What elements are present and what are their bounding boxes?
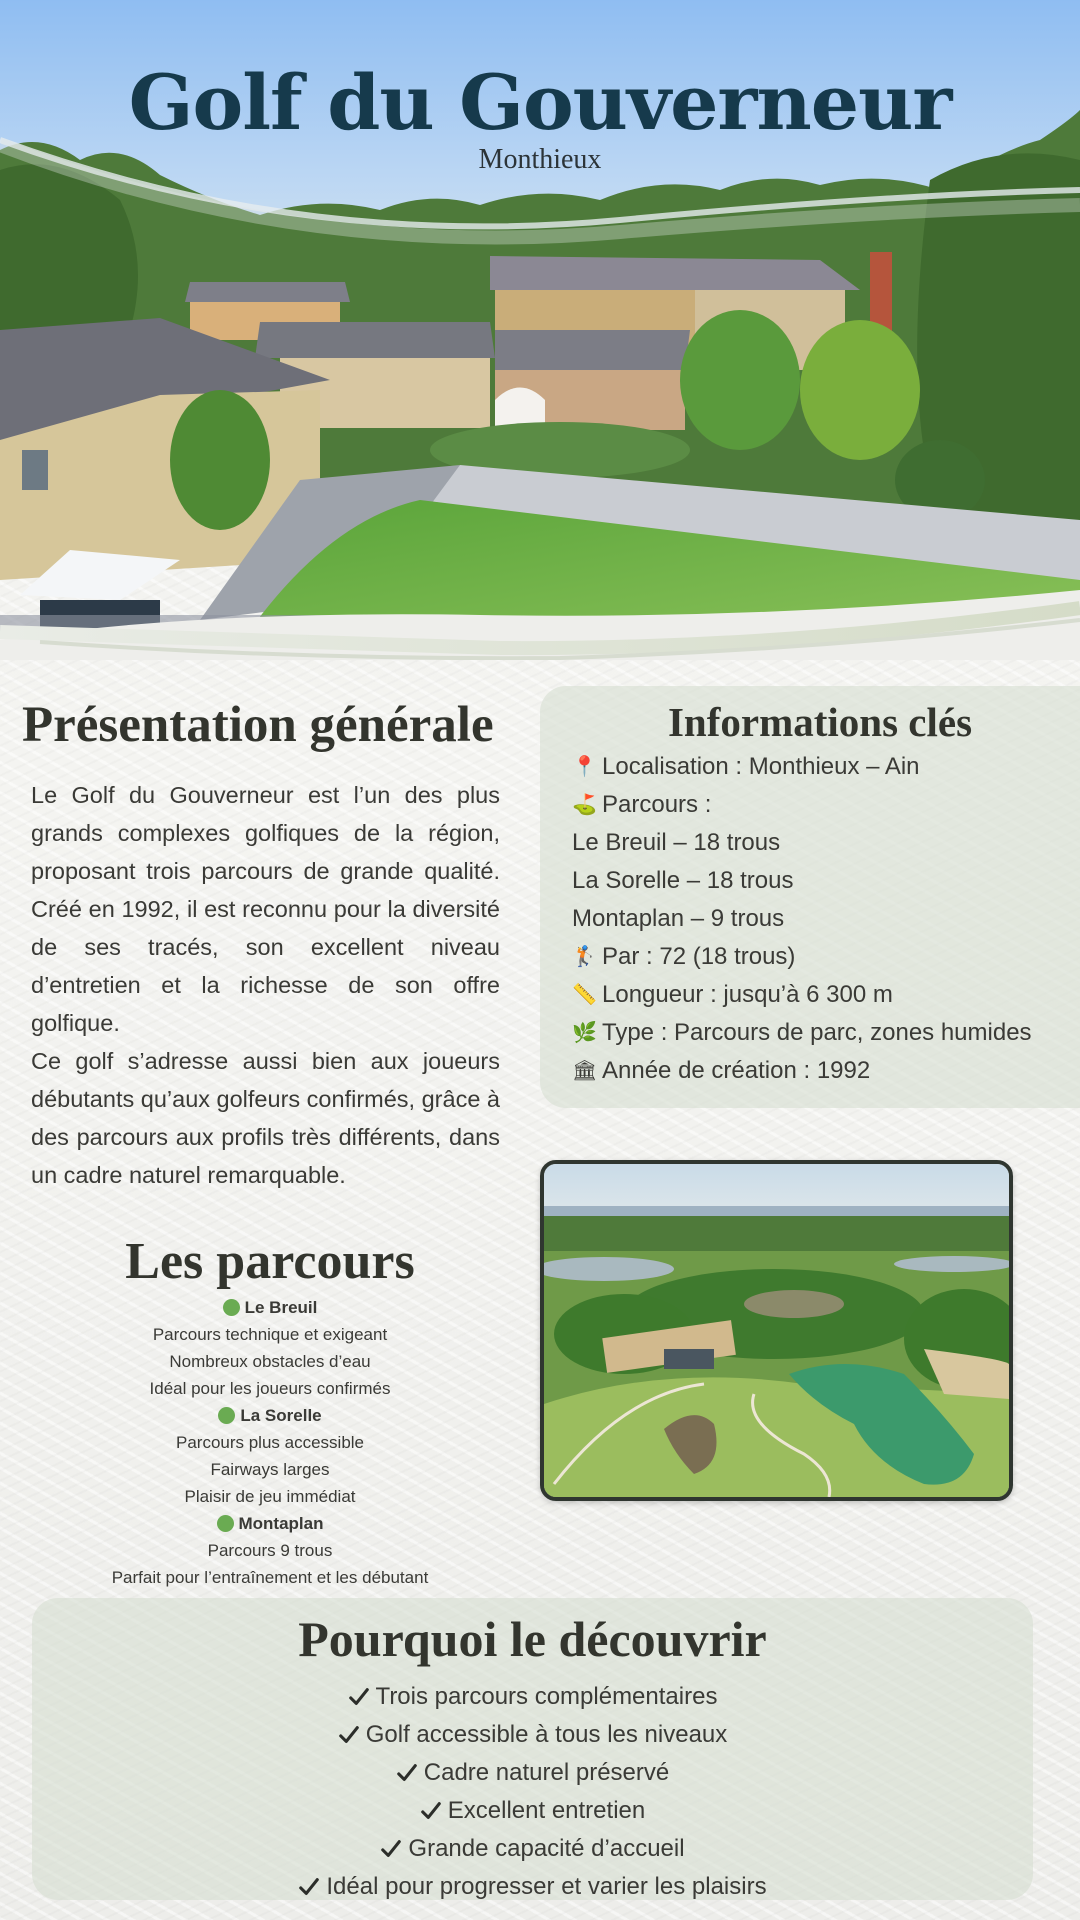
herb-icon: 🌿: [572, 1022, 597, 1044]
info-item-course-sorelle: La Sorelle – 18 trous: [572, 867, 794, 894]
info-item-location: 📍 Localisation : Monthieux – Ain: [572, 748, 1032, 786]
checkmark-icon: [338, 1724, 360, 1746]
ruler-icon: 📏: [572, 984, 597, 1006]
key-info-list: [572, 748, 1032, 1090]
why-discover-heading: Pourquoi le découvrir: [298, 1611, 767, 1667]
info-item-type: 🌿 Type : Parcours de parc, zones humides: [572, 1014, 1032, 1052]
info-item-course-montaplan: Montaplan – 9 trous: [572, 905, 785, 932]
hero-banner: [0, 0, 1080, 660]
info-item-courses: ⛳ Parcours :: [572, 786, 1032, 824]
course-name-le-breuil: Le Breuil: [0, 1294, 540, 1321]
golf-flag-icon: ⛳: [572, 794, 597, 816]
green-circle-icon: [218, 1407, 235, 1424]
why-discover-list: [32, 1678, 1033, 1906]
golfer-icon: 🏌: [572, 946, 597, 968]
course-detail: Plaisir de jeu immédiat: [184, 1487, 356, 1506]
why-item: Idéal pour progresser et varier les plaisirs: [32, 1868, 1033, 1906]
checkmark-icon: [420, 1800, 442, 1822]
courses-heading: Les parcours: [125, 1233, 415, 1290]
presentation-paragraph: Ce golf s’adresse aussi bien aux joueurs débutants qu’aux golfeurs confirmés, grâce à des parcours aux profils très différents, dans un cadre naturel remarquable.: [31, 1048, 500, 1188]
course-detail: Nombreux obstacles d’eau: [169, 1352, 371, 1371]
checkmark-icon: [396, 1762, 418, 1784]
why-discover-panel: [32, 1598, 1033, 1900]
course-name-montaplan: Montaplan: [0, 1510, 540, 1537]
checkmark-icon: [380, 1838, 402, 1860]
course-detail: Parfait pour l’entraînement et les débutant: [111, 1568, 429, 1587]
page-title: Golf du Gouverneur: [128, 58, 952, 147]
info-item-par: 🏌 Par : 72 (18 trous): [572, 938, 1032, 976]
aerial-course-photo: [540, 1160, 1013, 1501]
checkmark-icon: [298, 1876, 320, 1898]
info-item-length: 📏 Longueur : jusqu’à 6 300 m: [572, 976, 1032, 1014]
why-item: Cadre naturel préservé: [32, 1754, 1033, 1792]
checkmark-icon: [348, 1686, 370, 1708]
presentation-heading: Présentation générale: [22, 697, 494, 753]
classical-building-icon: 🏛: [572, 1060, 598, 1082]
green-circle-icon: [223, 1299, 240, 1316]
courses-list: [0, 1294, 540, 1591]
why-item: Golf accessible à tous les niveaux: [32, 1716, 1033, 1754]
key-info-heading: Informations clés: [667, 699, 973, 745]
course-detail: Parcours technique et exigeant: [152, 1325, 388, 1344]
course-name-la-sorelle: La Sorelle: [0, 1402, 540, 1429]
key-info-panel: [540, 686, 1080, 1108]
green-circle-icon: [217, 1515, 234, 1532]
location-subtitle: Monthieux: [478, 144, 602, 175]
course-detail: Fairways larges: [210, 1460, 330, 1479]
why-item: Grande capacité d’accueil: [32, 1830, 1033, 1868]
course-detail: Parcours plus accessible: [175, 1433, 365, 1452]
pin-icon: 📍: [572, 756, 597, 778]
info-item-course-breuil: Le Breuil – 18 trous: [572, 829, 781, 856]
course-detail: Parcours 9 trous: [207, 1541, 333, 1560]
course-detail: Idéal pour les joueurs confirmés: [149, 1379, 391, 1398]
why-item: Trois parcours complémentaires: [32, 1678, 1033, 1716]
info-item-year: 🏛 Année de création : 1992: [572, 1052, 1032, 1090]
presentation-text: [31, 776, 500, 1194]
presentation-paragraph: Le Golf du Gouverneur est l’un des plus grands complexes golfiques de la région, proposant trois parcours de grande qualité. Créé en 1992, il est reconnu pour la diversité de ses tracés, son excellent niveau d’entretien et la richesse de son offre golfique.: [31, 782, 500, 1036]
why-item: Excellent entretien: [32, 1792, 1033, 1830]
